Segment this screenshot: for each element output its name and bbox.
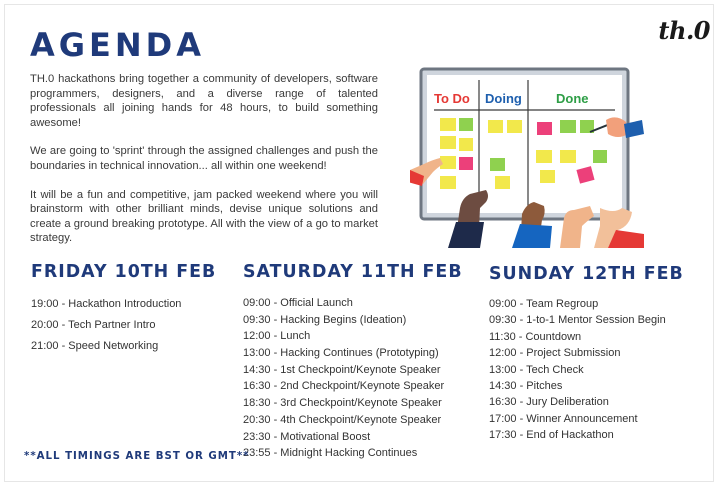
sleeve-icon [448, 222, 484, 248]
brand-logo: th.0 [658, 16, 710, 45]
kanban-board-illustration [410, 58, 644, 248]
sticky-note [495, 176, 510, 189]
intro-text [30, 72, 378, 260]
column-label-doing: Doing [485, 91, 522, 106]
column-label-done: Done [556, 91, 589, 106]
day-title-saturday: SATURDAY 11TH FEB [243, 262, 463, 282]
sticky-note [507, 120, 522, 133]
schedule-item: 11:30 - Countdown [489, 330, 582, 343]
schedule-sunday [489, 298, 666, 446]
schedule-item: 09:30 - Hacking Begins (Ideation) [243, 313, 407, 326]
sticky-note [440, 136, 456, 149]
day-title-friday: FRIDAY 10TH FEB [31, 262, 217, 282]
column-label-todo: To Do [434, 91, 470, 106]
day-title-sunday: SUNDAY 12TH FEB [489, 264, 684, 284]
schedule-item: 09:00 - Official Launch [243, 297, 353, 309]
sticky-note [560, 150, 576, 163]
schedule-item: 09:30 - 1-to-1 Mentor Session Begin [489, 314, 666, 327]
schedule-item: 16:30 - 2nd Checkpoint/Keynote Speaker [243, 380, 445, 393]
schedule-item: 13:00 - Tech Check [489, 363, 584, 376]
intro-paragraph: TH.0 hackathons bring together a community of developers, software programmers, designers, and a diverse range of talented professionals all joining hands for 48 hours, to build something awesome! [30, 73, 378, 129]
schedule-item: 09:00 - Team Regroup [489, 298, 599, 310]
sticky-note [490, 158, 505, 171]
sticky-note [459, 138, 473, 151]
sleeve-icon [512, 224, 552, 248]
schedule-saturday [243, 297, 444, 464]
schedule-item: 17:30 - End of Hackathon [489, 429, 614, 442]
sticky-note [560, 120, 576, 133]
schedule-item: 21:00 - Speed Networking [31, 340, 159, 352]
schedule-item: 12:00 - Lunch [243, 330, 311, 343]
schedule-item: 12:00 - Project Submission [489, 347, 621, 360]
schedule-item: 20:30 - 4th Checkpoint/Keynote Speaker [243, 413, 442, 426]
page-title: AGENDA [30, 26, 205, 64]
schedule-friday [31, 298, 181, 361]
sticky-note [440, 118, 456, 131]
sticky-note [593, 150, 607, 163]
sticky-note [459, 118, 473, 131]
sticky-note [540, 170, 555, 183]
schedule-item: 13:00 - Hacking Continues (Prototyping) [243, 347, 439, 360]
intro-paragraph: It will be a fun and competitive, jam packed weekend where you will brainstorm with other brilliant minds, devise unique solutions and create a ground breaking prototype. All with the view of a go to market strategy. [30, 188, 378, 245]
schedule-item: 23:55 - Midnight Hacking Continues [243, 447, 418, 460]
schedule-item: 19:00 - Hackathon Introduction [31, 298, 182, 310]
schedule-item: 16:30 - Jury Deliberation [489, 396, 609, 409]
sticky-note [488, 120, 503, 133]
schedule-item: 18:30 - 3rd Checkpoint/Keynote Speaker [243, 397, 442, 410]
sticky-note [537, 122, 552, 135]
sticky-note [459, 157, 473, 170]
schedule-item: 14:30 - 1st Checkpoint/Keynote Speaker [243, 363, 441, 376]
schedule-item: 23:30 - Motivational Boost [243, 430, 371, 443]
sticky-note [440, 176, 456, 189]
schedule-item: 20:00 - Tech Partner Intro [31, 319, 156, 331]
schedule-item: 14:30 - Pitches [489, 379, 563, 392]
intro-paragraph: We are going to 'sprint' through the assigned challenges and push the boundaries in technical innovation... all within one weekend! [30, 145, 378, 172]
sticky-note [536, 150, 552, 163]
sticky-note [440, 156, 456, 169]
timezone-note: **ALL TIMINGS ARE BST OR GMT** [24, 451, 250, 462]
schedule-item: 17:00 - Winner Announcement [489, 412, 638, 425]
